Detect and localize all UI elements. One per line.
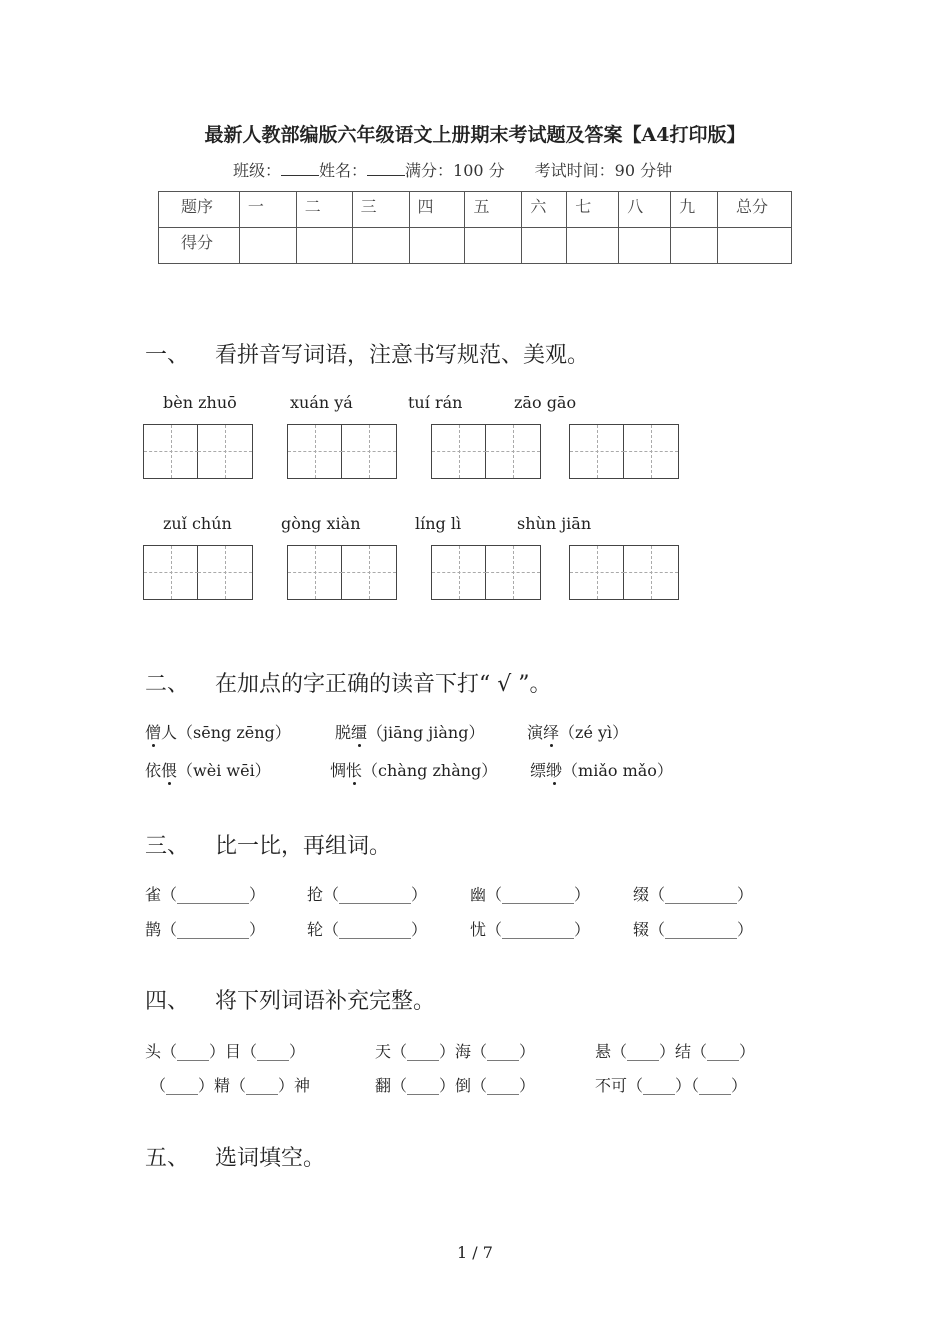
dotted-char: 绎 — [543, 720, 559, 743]
idiom-item[interactable]: 翻（____）倒（____） — [375, 1076, 536, 1095]
writing-grid[interactable] — [143, 545, 253, 600]
pinyin-label: xuán yá — [290, 393, 353, 412]
section-4-title: 将下列词语补充完整。 — [215, 989, 436, 1014]
section-1-number: 一、 — [145, 343, 190, 368]
pinyin-label: bèn zhuō — [163, 393, 237, 412]
word-compare-item[interactable]: 雀（_________） — [145, 885, 266, 904]
section-3-heading — [145, 829, 391, 860]
score-cell[interactable] — [671, 228, 718, 264]
score-header-cell: 总分 — [718, 192, 792, 228]
reading-item: 惆怅（chàng zhàng） — [330, 758, 497, 781]
score-table — [158, 191, 792, 264]
score-header-cell: 三 — [352, 192, 409, 228]
page-title: 最新人教部编版六年级语文上册期末考试题及答案【A4打印版】 — [204, 124, 746, 146]
page-number: 1 / 7 — [457, 1243, 493, 1262]
section-4-number: 四、 — [145, 989, 190, 1014]
reading-item: 僧人（sēng zēng） — [145, 720, 291, 743]
score-cell[interactable] — [567, 228, 619, 264]
pinyin-label: zuǐ chún — [163, 514, 232, 533]
idiom-item[interactable]: 不可（____）（____） — [595, 1076, 748, 1095]
idiom-item[interactable]: 天（____）海（____） — [375, 1042, 536, 1061]
score-cell[interactable] — [465, 228, 522, 264]
name-label: 姓名： — [319, 161, 368, 180]
writing-grid[interactable] — [431, 424, 541, 479]
score-header-cell: 五 — [465, 192, 522, 228]
score-cell[interactable] — [718, 228, 792, 264]
pinyin-label: tuí rán — [408, 393, 463, 412]
section-3-title: 比一比，再组词。 — [215, 834, 392, 859]
score-header-cell: 一 — [239, 192, 296, 228]
word-compare-item[interactable]: 抢（_________） — [307, 885, 428, 904]
writing-grid[interactable] — [143, 424, 253, 479]
writing-grid[interactable] — [569, 424, 679, 479]
reading-options[interactable]: （chàng zhàng） — [362, 761, 498, 780]
pinyin-label: gòng xiàn — [281, 514, 361, 533]
section-5-heading — [145, 1141, 325, 1172]
section-1-title: 看拼音写词语，注意书写规范、美观。 — [215, 343, 590, 368]
score-header-cell: 九 — [671, 192, 718, 228]
section-2-heading — [145, 667, 552, 698]
score-header-cell: 七 — [567, 192, 619, 228]
full-score: 满分：100 分 — [405, 161, 505, 180]
score-row-label: 得分 — [159, 228, 240, 264]
score-header-cell: 二 — [296, 192, 352, 228]
idiom-item[interactable]: （____）精（____）神 — [150, 1076, 311, 1095]
writing-grid[interactable] — [287, 545, 397, 600]
word-compare-item[interactable]: 缀（_________） — [633, 885, 754, 904]
reading-item: 依偎（wèi wēi） — [145, 758, 271, 781]
word-compare-item[interactable]: 辍（_________） — [633, 920, 754, 939]
writing-grid[interactable] — [287, 424, 397, 479]
reading-options[interactable]: （jiāng jiàng） — [367, 723, 485, 742]
word-compare-item[interactable]: 鹊（_________） — [145, 920, 266, 939]
score-cell[interactable] — [296, 228, 352, 264]
reading-options[interactable]: （zé yì） — [559, 723, 629, 742]
word-compare-item[interactable]: 轮（_________） — [307, 920, 428, 939]
dotted-char: 偎 — [161, 758, 177, 781]
class-label: 班级： — [233, 161, 282, 180]
class-blank[interactable] — [281, 161, 319, 176]
reading-item: 缥缈（miǎo mǎo） — [530, 758, 673, 781]
section-3-number: 三、 — [145, 834, 190, 859]
section-5-number: 五、 — [145, 1146, 190, 1171]
writing-grid[interactable] — [569, 545, 679, 600]
exam-info-line — [233, 158, 672, 181]
writing-grid[interactable] — [431, 545, 541, 600]
pinyin-label: líng lì — [415, 514, 462, 533]
reading-options[interactable]: （sēng zēng） — [177, 723, 291, 742]
score-cell[interactable] — [239, 228, 296, 264]
dotted-char: 缰 — [351, 720, 367, 743]
pinyin-label: shùn jiān — [517, 514, 592, 533]
score-table-score-row — [159, 228, 792, 264]
section-5-title: 选词填空。 — [215, 1146, 326, 1171]
section-4-heading — [145, 984, 435, 1015]
dotted-char: 怅 — [346, 758, 362, 781]
exam-time: 考试时间：90 分钟 — [534, 161, 673, 180]
word-compare-item[interactable]: 幽（_________） — [470, 885, 591, 904]
section-1-heading — [145, 338, 589, 369]
score-cell[interactable] — [409, 228, 465, 264]
score-header-cell: 八 — [619, 192, 671, 228]
dotted-char: 缈 — [546, 758, 562, 781]
reading-item: 脱缰（jiāng jiàng） — [335, 720, 484, 743]
name-blank[interactable] — [367, 161, 405, 176]
section-2-title: 在加点的字正确的读音下打“ √ ”。 — [215, 672, 552, 697]
idiom-item[interactable]: 头（____）目（____） — [145, 1042, 306, 1061]
score-header-cell: 六 — [522, 192, 567, 228]
pinyin-label: zāo gāo — [514, 393, 577, 412]
idiom-item[interactable]: 悬（____）结（____） — [595, 1042, 756, 1061]
score-table-header-row — [159, 192, 792, 228]
score-cell[interactable] — [352, 228, 409, 264]
word-compare-item[interactable]: 忧（_________） — [470, 920, 591, 939]
score-header-cell: 题序 — [159, 192, 240, 228]
reading-item: 演绎（zé yì） — [527, 720, 628, 743]
score-cell[interactable] — [522, 228, 567, 264]
section-2-number: 二、 — [145, 672, 190, 697]
score-header-cell: 四 — [409, 192, 465, 228]
dotted-char: 僧 — [145, 720, 161, 743]
score-cell[interactable] — [619, 228, 671, 264]
reading-options[interactable]: （wèi wēi） — [177, 761, 271, 780]
reading-options[interactable]: （miǎo mǎo） — [562, 761, 673, 780]
